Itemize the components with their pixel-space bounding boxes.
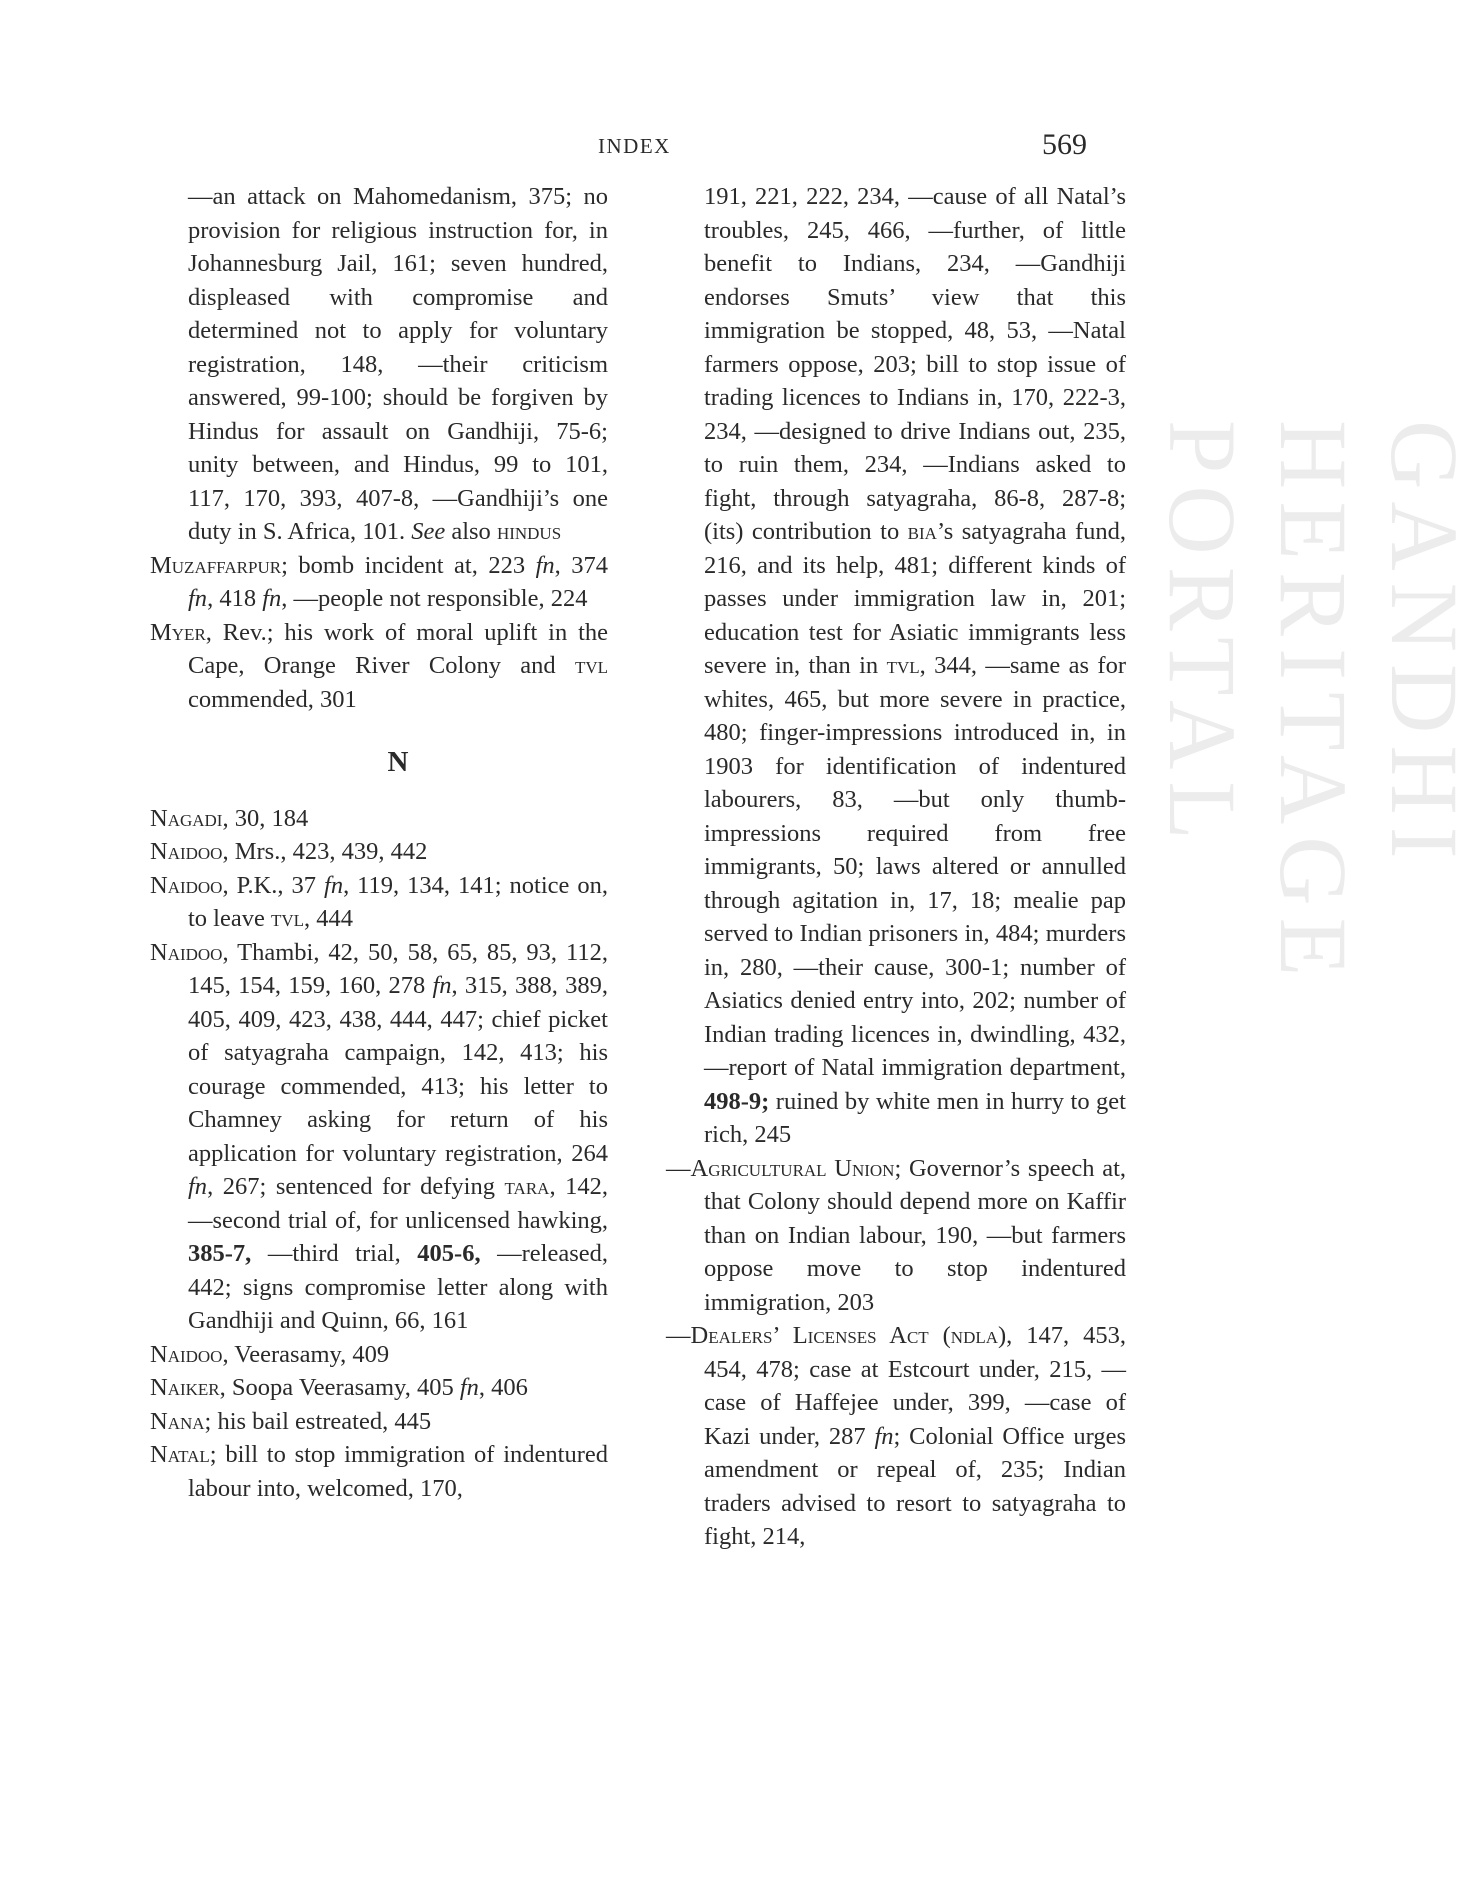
headword: Naiker: [150, 1374, 220, 1401]
index-entry-naidoo-pk: Naidoo, P.K., 37 fn, 119, 134, 141; notice on, to leave tvl, 444: [150, 871, 608, 932]
index-entry-natal-dealers-licenses-act: —Dealers’ Licenses Act (ndla), 147, 453, 454, 478; case at Estcourt under, 215, —case of Haffejee under, 399, —case of Kazi under, 287 fn; Colonial Office urges amendment or repeal of, 235; Indian traders advised to resort to satyagraha to fight, 214,: [666, 1322, 1126, 1550]
headword: Naidoo: [150, 838, 223, 865]
index-entry-naidoo-mrs: Naidoo, Mrs., 423, 439, 442: [150, 838, 428, 865]
index-entry-natal: Natal; bill to stop immigration of indentured labour into, welcomed, 170,: [150, 1441, 608, 1502]
index-entry-nagadi: Nagadi, 30, 184: [150, 804, 309, 832]
index-entry-muzaffarpur: Muzaffarpur; bomb incident at, 223 fn, 374 fn, 418 fn, —people not responsible, 224: [150, 551, 608, 612]
page-number: 569: [1042, 128, 1087, 161]
index-entry-myer: Myer, Rev.; his work of moral uplift in the Cape, Orange River Colony and tvl commended, 301: [150, 618, 608, 713]
headword: Naidoo: [150, 871, 223, 899]
headword: Naidoo: [150, 938, 223, 966]
headword: Muzaffarpur: [150, 551, 282, 579]
index-entry-naidoo-thambi: Naidoo, Thambi, 42, 50, 58, 65, 85, 93, 112, 145, 154, 159, 160, 278 fn, 315, 388, 389, 405, 409, 423, 438, 444, 447; chief picket of satyagraha campaign, 142, 413; his courage commended, 413; his letter to Chamney asking for return of his application for voluntary registration, 264 fn, 267; sentenced for defying tara, 142, —second trial of, for unlicensed hawking, 385-7, —third trial, 405-6, —released, 442; signs compromise letter along with Gandhiji and Quinn, 66, 161: [150, 938, 609, 1334]
headword: Nagadi: [150, 804, 223, 832]
watermark-text: GANDHI HERITAGE PORTAL: [1149, 420, 1478, 989]
headword: Natal: [150, 1441, 210, 1468]
subheadword: —Agricultural Union: [666, 1154, 895, 1182]
index-entry-natal-agricultural-union: —Agricultural Union; Governor’s speech at, that Colony should depend more on Kaffir than on Indian labour, 190, —but farmers oppose move to stop indentured immigration, 203: [666, 1154, 1126, 1316]
index-entry-naiker: Naiker, Soopa Veerasamy, 405 fn, 406: [150, 1374, 528, 1401]
index-entry-muslims-continued: —an attack on Mahomedanism, 375; no provision for religious instruction for, in Johannesburg Jail, 161; seven hundred, displeased with compromise and determined not to apply for voluntary registration, 148, —their criticism answered, 99-100; should be forgiven by Hindus for assault on Gandhiji, 75-6; unity between, and Hindus, 99 to 101, 117, 170, 393, 407-8, —Gandhiji’s one duty in S. Africa, 101. See also hindus: [188, 183, 608, 545]
subheadword: —Dealers’ Licenses Act: [666, 1322, 929, 1349]
index-entry-naidoo-veerasamy: Naidoo, Veerasamy, 409: [150, 1340, 390, 1368]
headword: Naidoo: [150, 1340, 223, 1368]
cross-reference: hindus: [496, 518, 562, 545]
watermark: [1125, 420, 1478, 1420]
index-entry-nana: Nana; his bail estreated, 445: [150, 1407, 432, 1435]
headword: Myer: [150, 618, 206, 646]
section-letter-heading: N: [387, 746, 409, 778]
right-column: [666, 180, 1126, 1554]
headword: Nana: [150, 1407, 205, 1435]
index-entry-natal-continued: 191, 221, 222, 234, —cause of all Natal’s troubles, 245, 466, —further, of little benefit to Indians, 234, —Gandhiji endorses Smuts’ view that this immigration be stopped, 48, 53, —Natal farmers oppose, 203; bill to stop issue of trading licences to Indians in, 170, 222-3, 234, —designed to drive Indians out, 235, to ruin them, 234, —Indians asked to fight, through satyagraha, 86-8, 287-8; (its) contribution to bia’s satyagraha fund, 216, and its help, 481; different kinds of passes under immigration law in, 201; education test for Asiatic immigrants less severe in, than in tvl, 344, —same as for whites, 465, but more severe in practice, 480; finger-impressions introduced in, in 1903 for identification of indentured labourers, 83, —but only thumb-impressions required from free immigrants, 50; laws altered or annulled through agitation in, 17, 18; mealie pap served to Indian prisoners in, 484; murders in, 280, —their cause, 300-1; number of Asiatics denied entry into, 202; number of Indian trading licences in, dwindling, 432, —report of Natal immigration department, 498-9; ruined by white men in hurry to get rich, 245: [704, 183, 1126, 1148]
running-header: INDEX: [598, 134, 671, 158]
left-column: [150, 180, 608, 1505]
